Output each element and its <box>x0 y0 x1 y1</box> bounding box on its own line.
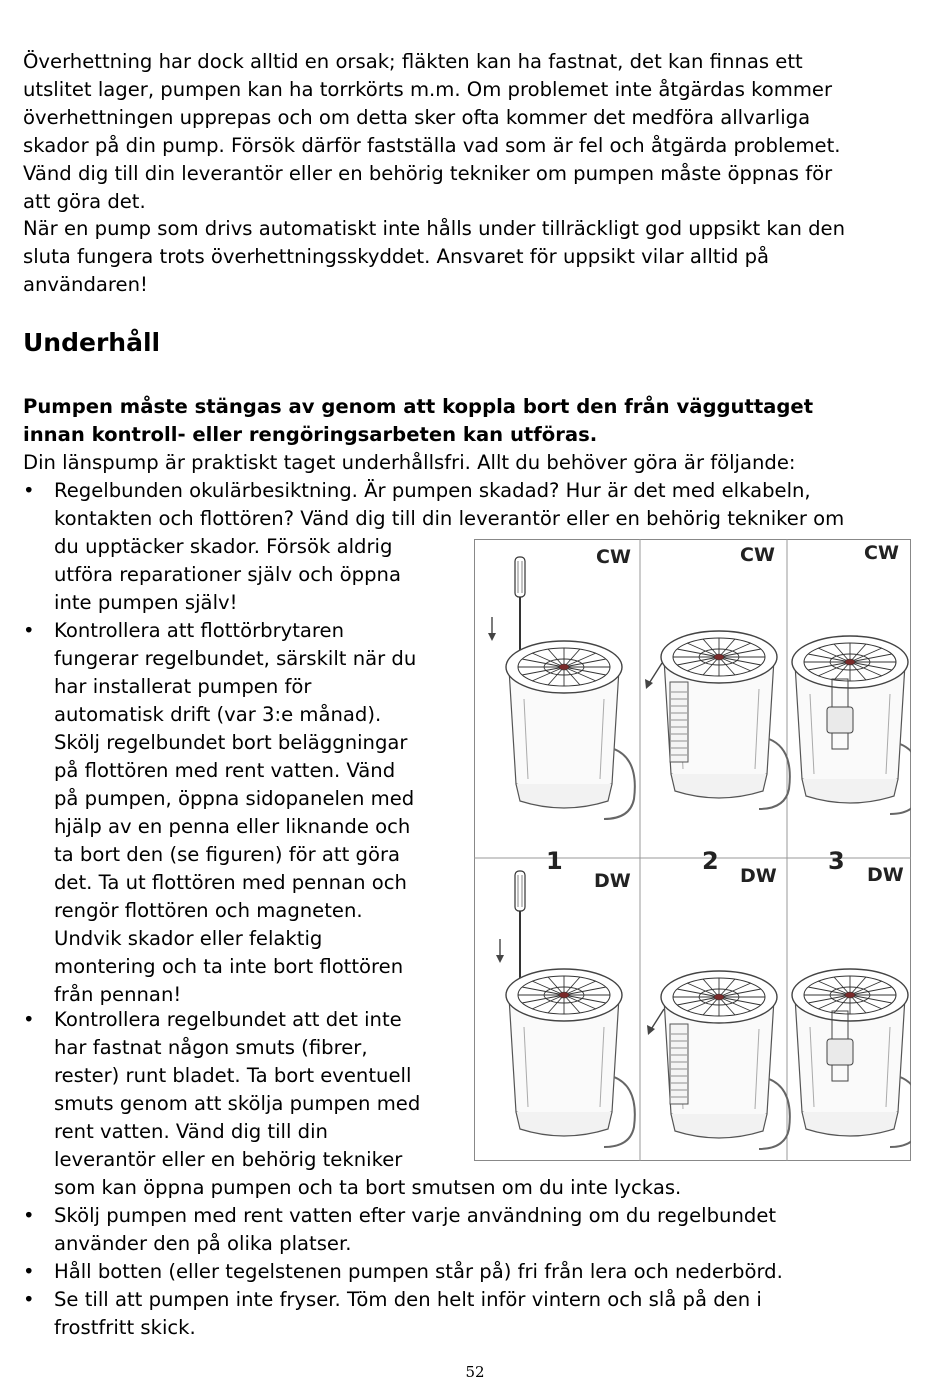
text-line: leverantör eller en behörig tekniker <box>54 1148 403 1171</box>
text-line: frostfritt skick. <box>54 1316 196 1339</box>
bullet-symbol: • <box>23 1008 35 1031</box>
text-line: Överhettning har dock alltid en orsak; fläkten kan ha fastnat, det kan finnas ett <box>23 50 803 73</box>
text-line: rent vatten. Vänd dig till din <box>54 1120 328 1143</box>
section-heading: Underhåll <box>23 328 161 357</box>
text-line: utslitet lager, pumpen kan ha torrkörts m.m. Om problemet inte åtgärdas kommer <box>23 78 833 101</box>
cw-label: CW <box>596 546 631 568</box>
text-line: kontakten och flottören? Vänd dig till din leverantör eller en behörig tekniker om <box>54 507 845 530</box>
step-number: 3 <box>828 847 845 875</box>
text-line: utföra reparationer själv och öppna <box>54 563 401 586</box>
dw-label: DW <box>740 865 777 887</box>
text-line: smuts genom att skölja pumpen med <box>54 1092 421 1115</box>
text-line: på flottören med rent vatten. Vänd <box>54 759 396 782</box>
text-line: Skölj pumpen med rent vatten efter varje användning om du regelbundet <box>54 1204 777 1227</box>
text-line: har fastnat någon smuts (fibrer, <box>54 1036 368 1059</box>
bullet-symbol: • <box>23 1288 35 1311</box>
cw-label: CW <box>864 542 899 564</box>
text-line: skador på din pump. Försök därför fastställa vad som är fel och åtgärda problemet. <box>23 134 841 157</box>
text-line: Kontrollera regelbundet att det inte <box>54 1008 402 1031</box>
safety-warning <box>23 393 928 449</box>
text-line: sluta fungera trots överhettningsskyddet. Ansvaret för uppsikt vilar alltid på <box>23 245 770 268</box>
step-number: 1 <box>546 847 563 875</box>
warning-line: innan kontroll- eller rengöringsarbeten kan utföras. <box>23 423 598 446</box>
supervision-paragraph <box>23 215 928 299</box>
text-line: på pumpen, öppna sidopanelen med <box>54 787 415 810</box>
text-line: att göra det. <box>23 190 146 213</box>
dw-label: DW <box>867 864 904 886</box>
bullet-symbol: • <box>23 619 35 642</box>
text-line: Kontrollera att flottörbrytaren <box>54 619 345 642</box>
text-line: du upptäcker skador. Försök aldrig <box>54 535 393 558</box>
bullet-symbol: • <box>23 479 35 502</box>
text-line: har installerat pumpen för <box>54 675 312 698</box>
text-line: det. Ta ut flottören med pennan och <box>54 871 407 894</box>
bullet-symbol: • <box>23 1204 35 1227</box>
text-line: inte pumpen själv! <box>54 591 238 614</box>
text-line: rester) runt bladet. Ta bort eventuell <box>54 1064 412 1087</box>
text-line: överhettningen upprepas och om detta sker ofta kommer det medföra allvarliga <box>23 106 811 129</box>
text-line: ta bort den (se figuren) för att göra <box>54 843 401 866</box>
pump-maintenance-figure <box>474 539 911 1161</box>
text-line: Skölj regelbundet bort beläggningar <box>54 731 408 754</box>
text-line: Undvik skador eller felaktig <box>54 927 323 950</box>
side-panel-illustration <box>670 682 688 762</box>
text-line: användaren! <box>23 273 148 296</box>
text-line: som kan öppna pumpen och ta bort smutsen om du inte lyckas. <box>54 1176 682 1199</box>
text-line: automatisk drift (var 3:e månad). <box>54 703 382 726</box>
dw-label: DW <box>594 870 631 892</box>
text-line: från pennan! <box>54 983 182 1006</box>
overheating-paragraph <box>23 48 928 216</box>
text-line: montering och ta inte bort flottören <box>54 955 404 978</box>
text-line: Vänd dig till din leverantör eller en behörig tekniker om pumpen måste öppnas för <box>23 162 833 185</box>
text-line: Håll botten (eller tegelstenen pumpen står på) fri från lera och nederbörd. <box>54 1260 783 1283</box>
cw-label: CW <box>740 544 775 566</box>
text-line: Regelbunden okulärbesiktning. Är pumpen skadad? Hur är det med elkabeln, <box>54 479 811 502</box>
text-line: rengör flottören och magneten. <box>54 899 363 922</box>
side-panel-illustration <box>670 1024 688 1104</box>
intro-line: Din länspump är praktiskt taget underhållsfri. Allt du behöver göra är följande: <box>23 451 796 474</box>
page-number: 52 <box>465 1363 485 1381</box>
text-line: använder den på olika platser. <box>54 1232 352 1255</box>
warning-line: Pumpen måste stängas av genom att koppla bort den från vägguttaget <box>23 395 814 418</box>
bullet-symbol: • <box>23 1260 35 1283</box>
step-number: 2 <box>702 847 719 875</box>
text-line: hjälp av en penna eller liknande och <box>54 815 411 838</box>
text-line: fungerar regelbundet, särskilt när du <box>54 647 417 670</box>
text-line: Se till att pumpen inte fryser. Töm den helt inför vintern och slå på den i <box>54 1288 762 1311</box>
text-line: När en pump som drivs automatiskt inte hålls under tillräckligt god uppsikt kan den <box>23 217 845 240</box>
